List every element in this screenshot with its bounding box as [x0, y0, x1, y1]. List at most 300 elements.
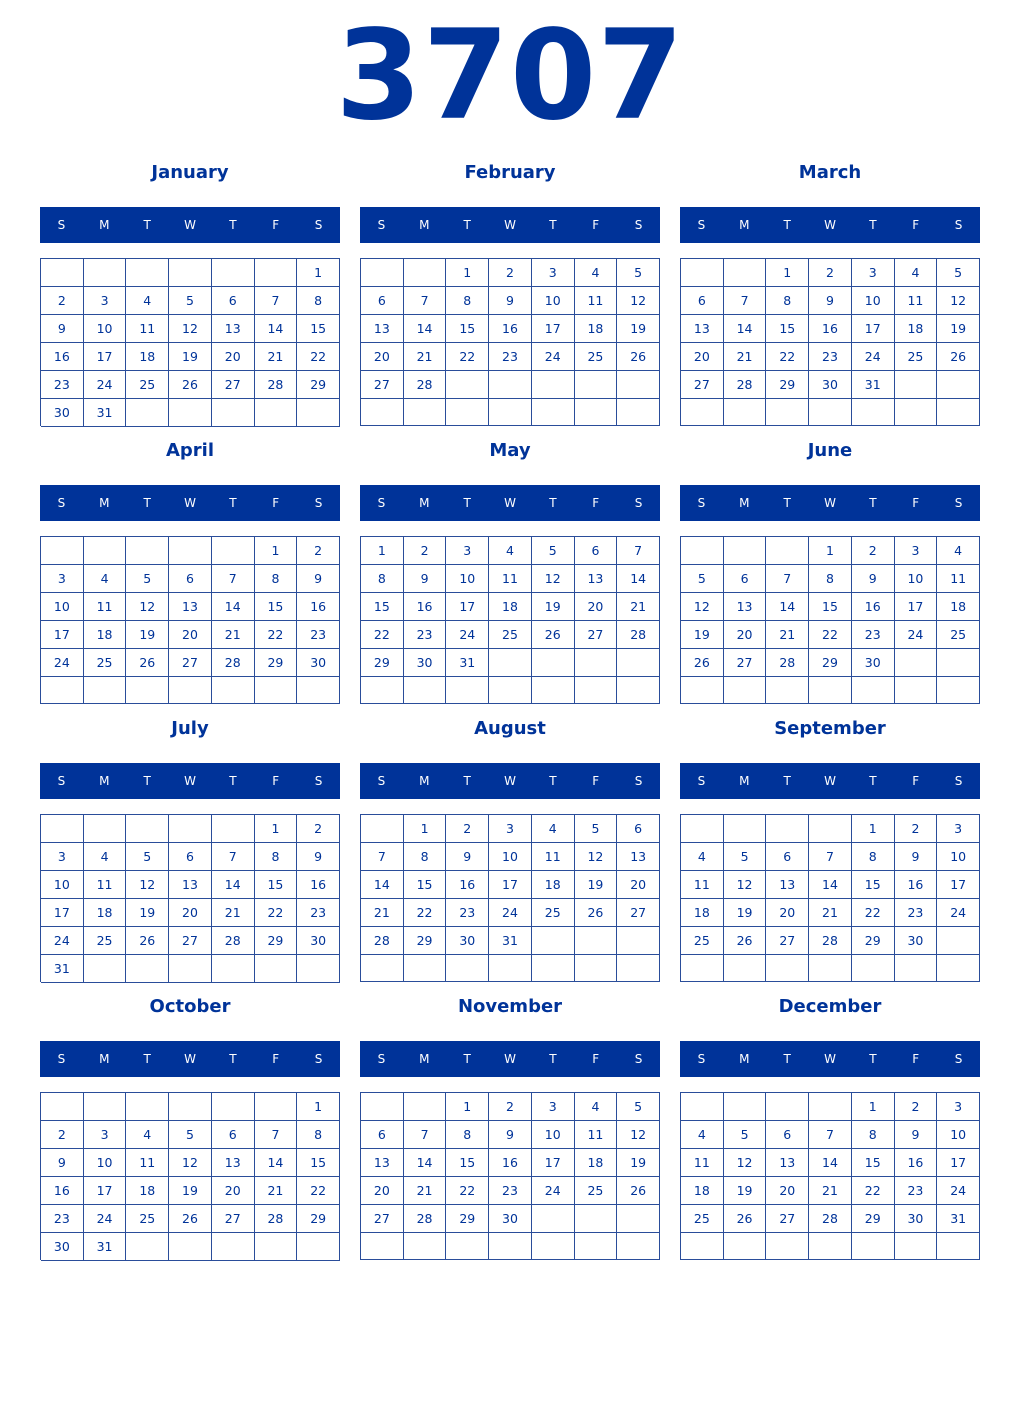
day-cell: 29 [809, 649, 852, 677]
day-cell: 26 [532, 621, 575, 649]
empty-day-cell [809, 677, 852, 704]
day-cell: 4 [895, 259, 938, 287]
weekday-label: F [592, 774, 600, 788]
day-cell: 30 [297, 927, 340, 955]
day-cell: 2 [297, 537, 340, 565]
empty-day-cell [766, 1093, 809, 1121]
day-cell: 6 [212, 1121, 255, 1149]
weekday-header [360, 485, 660, 521]
day-cell: 29 [446, 1205, 489, 1233]
empty-day-cell [895, 955, 938, 982]
month-name: August [474, 718, 546, 739]
day-cell: 4 [532, 815, 575, 843]
day-cell: 26 [724, 1205, 767, 1233]
empty-day-cell [489, 371, 532, 399]
empty-day-cell [575, 1233, 618, 1260]
weekday-label: S [634, 218, 643, 232]
day-cell: 11 [532, 843, 575, 871]
day-cell: 16 [41, 1177, 84, 1205]
weekday-label: M [739, 774, 750, 788]
weekday-label: F [912, 1052, 920, 1066]
empty-day-cell [84, 677, 127, 704]
empty-day-cell [169, 537, 212, 565]
empty-day-cell [212, 1093, 255, 1121]
empty-day-cell [361, 399, 404, 426]
empty-day-cell [617, 649, 660, 677]
empty-day-cell [489, 955, 532, 982]
day-cell: 18 [681, 899, 724, 927]
weekday-label: M [99, 496, 110, 510]
empty-day-cell [446, 677, 489, 704]
month-name: September [774, 718, 886, 739]
day-cell: 25 [937, 621, 980, 649]
day-cell: 22 [766, 343, 809, 371]
weekday-label: T [869, 496, 877, 510]
day-cell: 8 [766, 287, 809, 315]
day-cell: 4 [84, 565, 127, 593]
day-cell: 19 [126, 621, 169, 649]
day-grid [40, 258, 340, 426]
weekday-label: F [592, 218, 600, 232]
day-cell: 29 [297, 1205, 340, 1233]
day-cell: 27 [169, 649, 212, 677]
empty-day-cell [489, 649, 532, 677]
day-cell: 12 [575, 843, 618, 871]
empty-day-cell [532, 371, 575, 399]
day-cell: 27 [361, 371, 404, 399]
empty-day-cell [169, 1093, 212, 1121]
month-name: November [457, 996, 563, 1017]
empty-day-cell [766, 399, 809, 426]
empty-day-cell [681, 815, 724, 843]
empty-day-cell [724, 677, 767, 704]
day-cell: 19 [937, 315, 980, 343]
day-cell: 8 [404, 843, 447, 871]
day-cell: 20 [361, 343, 404, 371]
day-cell: 18 [84, 621, 127, 649]
weekday-label: T [783, 218, 791, 232]
day-cell: 19 [126, 899, 169, 927]
day-cell: 20 [212, 1177, 255, 1205]
day-cell: 29 [255, 649, 298, 677]
day-cell: 28 [212, 927, 255, 955]
day-cell: 18 [937, 593, 980, 621]
empty-day-cell [766, 1233, 809, 1260]
day-cell: 10 [895, 565, 938, 593]
weekday-label: W [184, 1052, 196, 1066]
weekday-label: S [954, 496, 963, 510]
day-cell: 16 [895, 1149, 938, 1177]
empty-day-cell [809, 955, 852, 982]
day-cell: 23 [489, 1177, 532, 1205]
day-cell: 2 [895, 1093, 938, 1121]
empty-day-cell [361, 1233, 404, 1260]
weekday-label: F [912, 774, 920, 788]
day-cell: 2 [895, 815, 938, 843]
day-cell: 1 [255, 537, 298, 565]
day-cell: 7 [255, 287, 298, 315]
day-cell: 28 [361, 927, 404, 955]
day-cell: 21 [255, 343, 298, 371]
month-name: December [778, 996, 882, 1017]
day-cell: 25 [681, 927, 724, 955]
day-cell: 7 [212, 843, 255, 871]
month-name: May [489, 440, 531, 461]
empty-day-cell [724, 259, 767, 287]
day-cell: 21 [212, 899, 255, 927]
day-cell: 12 [126, 593, 169, 621]
day-cell: 29 [255, 927, 298, 955]
day-cell: 25 [126, 1205, 169, 1233]
day-cell: 21 [809, 1177, 852, 1205]
empty-day-cell [937, 1233, 980, 1260]
empty-day-cell [255, 399, 298, 427]
day-cell: 27 [361, 1205, 404, 1233]
weekday-label: S [377, 496, 386, 510]
weekday-label: T [549, 496, 557, 510]
empty-day-cell [126, 677, 169, 704]
day-cell: 11 [126, 1149, 169, 1177]
day-cell: 1 [255, 815, 298, 843]
empty-day-cell [255, 677, 298, 704]
day-cell: 1 [297, 1093, 340, 1121]
weekday-label: T [783, 496, 791, 510]
empty-day-cell [446, 371, 489, 399]
day-cell: 26 [169, 371, 212, 399]
weekday-header [680, 485, 980, 521]
empty-day-cell [169, 1233, 212, 1261]
empty-day-cell [212, 399, 255, 427]
empty-day-cell [126, 815, 169, 843]
day-cell: 22 [255, 899, 298, 927]
day-cell: 28 [255, 371, 298, 399]
day-cell: 19 [681, 621, 724, 649]
day-cell: 4 [575, 259, 618, 287]
month-name: February [464, 162, 556, 183]
day-cell: 28 [404, 371, 447, 399]
empty-day-cell [212, 1233, 255, 1261]
empty-day-cell [446, 399, 489, 426]
empty-day-cell [84, 955, 127, 983]
day-cell: 9 [489, 287, 532, 315]
day-grid [40, 814, 340, 982]
weekday-header [40, 485, 340, 521]
empty-day-cell [532, 399, 575, 426]
weekday-label: W [824, 496, 836, 510]
empty-day-cell [361, 259, 404, 287]
day-cell: 8 [297, 1121, 340, 1149]
empty-day-cell [361, 1093, 404, 1121]
day-cell: 17 [41, 899, 84, 927]
day-cell: 7 [404, 287, 447, 315]
day-cell: 4 [126, 287, 169, 315]
month-name: July [171, 718, 209, 739]
day-cell: 31 [852, 371, 895, 399]
day-cell: 31 [84, 399, 127, 427]
day-cell: 2 [809, 259, 852, 287]
day-cell: 25 [84, 927, 127, 955]
day-cell: 15 [255, 871, 298, 899]
day-cell: 4 [575, 1093, 618, 1121]
empty-day-cell [617, 1205, 660, 1233]
empty-day-cell [404, 955, 447, 982]
day-cell: 22 [297, 1177, 340, 1205]
weekday-label: F [592, 496, 600, 510]
day-cell: 5 [681, 565, 724, 593]
day-cell: 20 [724, 621, 767, 649]
day-cell: 8 [852, 843, 895, 871]
day-cell: 4 [681, 1121, 724, 1149]
empty-day-cell [532, 955, 575, 982]
day-cell: 27 [575, 621, 618, 649]
empty-day-cell [404, 1093, 447, 1121]
day-cell: 11 [937, 565, 980, 593]
day-cell: 18 [575, 1149, 618, 1177]
day-cell: 18 [126, 343, 169, 371]
day-cell: 15 [361, 593, 404, 621]
weekday-label: F [912, 218, 920, 232]
weekday-header [680, 207, 980, 243]
day-cell: 23 [489, 343, 532, 371]
day-cell: 16 [895, 871, 938, 899]
day-cell: 30 [404, 649, 447, 677]
weekday-label: T [229, 496, 237, 510]
empty-day-cell [532, 927, 575, 955]
day-cell: 1 [446, 1093, 489, 1121]
day-cell: 20 [575, 593, 618, 621]
day-cell: 15 [297, 315, 340, 343]
empty-day-cell [361, 677, 404, 704]
day-cell: 10 [489, 843, 532, 871]
empty-day-cell [681, 259, 724, 287]
empty-day-cell [852, 677, 895, 704]
day-cell: 15 [766, 315, 809, 343]
empty-day-cell [895, 371, 938, 399]
empty-day-cell [404, 399, 447, 426]
day-cell: 31 [84, 1233, 127, 1261]
empty-day-cell [937, 649, 980, 677]
weekday-label: F [272, 774, 280, 788]
day-cell: 22 [852, 899, 895, 927]
day-cell: 28 [809, 927, 852, 955]
day-cell: 29 [852, 927, 895, 955]
empty-day-cell [84, 815, 127, 843]
day-cell: 19 [169, 1177, 212, 1205]
empty-day-cell [169, 815, 212, 843]
empty-day-cell [766, 677, 809, 704]
empty-day-cell [724, 1233, 767, 1260]
day-cell: 23 [41, 371, 84, 399]
day-cell: 13 [169, 593, 212, 621]
day-cell: 5 [724, 843, 767, 871]
weekday-label: W [824, 218, 836, 232]
weekday-label: T [229, 218, 237, 232]
weekday-label: S [57, 1052, 66, 1066]
day-cell: 16 [489, 315, 532, 343]
day-cell: 31 [446, 649, 489, 677]
day-cell: 11 [895, 287, 938, 315]
day-cell: 27 [212, 371, 255, 399]
day-cell: 22 [255, 621, 298, 649]
empty-day-cell [41, 537, 84, 565]
weekday-label: T [783, 774, 791, 788]
weekday-label: T [143, 1052, 151, 1066]
empty-day-cell [255, 955, 298, 983]
empty-day-cell [126, 1093, 169, 1121]
weekday-label: F [592, 1052, 600, 1066]
weekday-header [680, 763, 980, 799]
day-cell: 4 [84, 843, 127, 871]
day-cell: 7 [809, 1121, 852, 1149]
day-cell: 9 [895, 1121, 938, 1149]
day-cell: 5 [169, 1121, 212, 1149]
day-cell: 24 [84, 371, 127, 399]
day-cell: 21 [212, 621, 255, 649]
day-cell: 9 [852, 565, 895, 593]
day-cell: 23 [895, 1177, 938, 1205]
empty-day-cell [532, 677, 575, 704]
day-cell: 20 [212, 343, 255, 371]
weekday-label: W [504, 496, 516, 510]
day-cell: 17 [41, 621, 84, 649]
weekday-label: F [272, 496, 280, 510]
empty-day-cell [575, 955, 618, 982]
day-cell: 16 [446, 871, 489, 899]
day-cell: 14 [361, 871, 404, 899]
empty-day-cell [617, 927, 660, 955]
day-cell: 29 [361, 649, 404, 677]
day-cell: 20 [766, 1177, 809, 1205]
day-cell: 2 [41, 287, 84, 315]
weekday-label: M [419, 774, 430, 788]
day-cell: 8 [446, 287, 489, 315]
weekday-label: S [634, 1052, 643, 1066]
day-cell: 12 [617, 287, 660, 315]
day-cell: 2 [489, 259, 532, 287]
weekday-label: S [697, 774, 706, 788]
weekday-label: S [697, 496, 706, 510]
day-cell: 1 [852, 1093, 895, 1121]
day-cell: 25 [575, 343, 618, 371]
weekday-label: S [954, 218, 963, 232]
empty-day-cell [404, 1233, 447, 1260]
empty-day-cell [766, 537, 809, 565]
day-cell: 9 [297, 843, 340, 871]
empty-day-cell [895, 649, 938, 677]
weekday-label: W [504, 1052, 516, 1066]
day-cell: 8 [446, 1121, 489, 1149]
day-cell: 6 [361, 1121, 404, 1149]
weekday-header [40, 1041, 340, 1077]
day-grid [360, 1092, 660, 1260]
day-cell: 1 [446, 259, 489, 287]
day-cell: 27 [681, 371, 724, 399]
day-cell: 9 [297, 565, 340, 593]
month-name: October [149, 996, 231, 1017]
day-cell: 14 [766, 593, 809, 621]
day-cell: 16 [404, 593, 447, 621]
weekday-label: T [143, 218, 151, 232]
day-cell: 13 [575, 565, 618, 593]
empty-day-cell [724, 815, 767, 843]
empty-day-cell [84, 259, 127, 287]
weekday-label: F [272, 218, 280, 232]
day-grid [40, 536, 340, 704]
day-cell: 7 [361, 843, 404, 871]
day-cell: 3 [446, 537, 489, 565]
day-cell: 11 [575, 287, 618, 315]
day-cell: 17 [532, 1149, 575, 1177]
empty-day-cell [724, 399, 767, 426]
weekday-label: M [99, 218, 110, 232]
empty-day-cell [255, 1233, 298, 1261]
day-cell: 7 [404, 1121, 447, 1149]
day-cell: 11 [126, 315, 169, 343]
weekday-label: S [377, 774, 386, 788]
day-cell: 26 [126, 927, 169, 955]
day-cell: 22 [852, 1177, 895, 1205]
day-cell: 10 [84, 315, 127, 343]
day-cell: 16 [297, 593, 340, 621]
empty-day-cell [489, 1233, 532, 1260]
day-cell: 15 [297, 1149, 340, 1177]
day-cell: 30 [895, 1205, 938, 1233]
empty-day-cell [809, 1233, 852, 1260]
day-cell: 14 [212, 593, 255, 621]
weekday-label: T [463, 496, 471, 510]
day-cell: 10 [532, 287, 575, 315]
day-cell: 23 [404, 621, 447, 649]
empty-day-cell [575, 677, 618, 704]
day-cell: 12 [532, 565, 575, 593]
day-cell: 17 [895, 593, 938, 621]
day-cell: 6 [766, 843, 809, 871]
day-cell: 23 [297, 621, 340, 649]
weekday-label: S [57, 774, 66, 788]
day-cell: 3 [852, 259, 895, 287]
day-cell: 29 [404, 927, 447, 955]
empty-day-cell [681, 1233, 724, 1260]
weekday-label: S [697, 218, 706, 232]
weekday-label: W [824, 774, 836, 788]
empty-day-cell [852, 399, 895, 426]
day-cell: 18 [532, 871, 575, 899]
empty-day-cell [895, 399, 938, 426]
day-cell: 18 [575, 315, 618, 343]
weekday-label: T [783, 1052, 791, 1066]
day-cell: 4 [489, 537, 532, 565]
day-cell: 6 [361, 287, 404, 315]
month-name: June [807, 440, 853, 461]
empty-day-cell [852, 955, 895, 982]
day-cell: 13 [212, 1149, 255, 1177]
day-cell: 7 [617, 537, 660, 565]
day-cell: 31 [489, 927, 532, 955]
day-cell: 20 [617, 871, 660, 899]
day-cell: 27 [212, 1205, 255, 1233]
day-cell: 15 [446, 1149, 489, 1177]
weekday-header [40, 207, 340, 243]
day-cell: 1 [297, 259, 340, 287]
day-cell: 13 [766, 1149, 809, 1177]
weekday-label: M [419, 218, 430, 232]
day-cell: 9 [489, 1121, 532, 1149]
day-cell: 25 [895, 343, 938, 371]
day-cell: 23 [41, 1205, 84, 1233]
empty-day-cell [809, 1093, 852, 1121]
day-cell: 27 [766, 1205, 809, 1233]
day-cell: 9 [41, 315, 84, 343]
